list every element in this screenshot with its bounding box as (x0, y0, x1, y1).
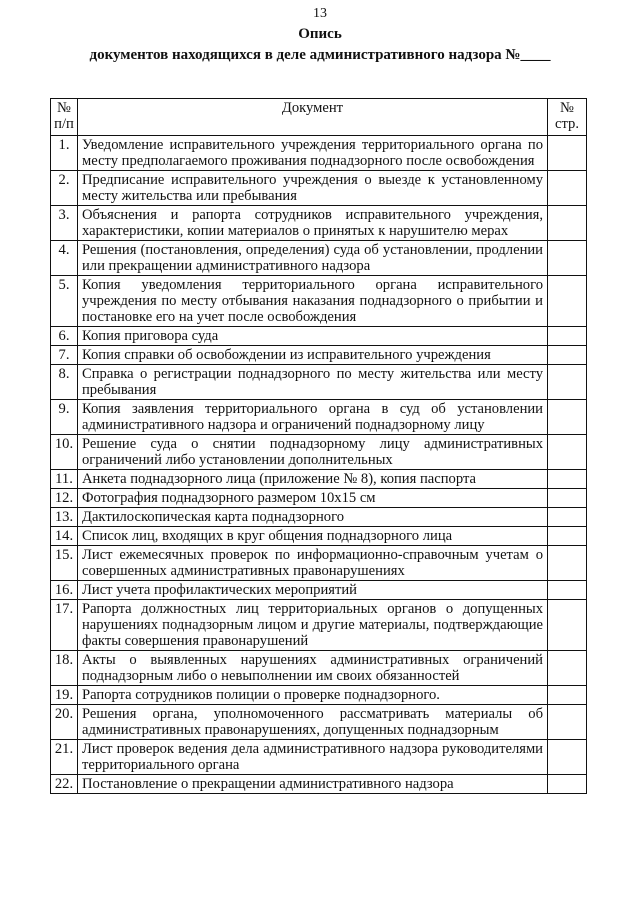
row-document: Рапорта сотрудников полиции о проверке поднадзорного. (78, 686, 548, 705)
row-number: 14. (51, 527, 78, 546)
row-number: 16. (51, 581, 78, 600)
row-page (548, 581, 587, 600)
row-page (548, 527, 587, 546)
row-document: Решения (постановления, определения) суда об установлении, продлении или прекращении административного надзора (78, 241, 548, 276)
row-document: Рапорта должностных лиц территориальных органов о допущенных нарушениях поднадзорным лицом и другие материалы, подтверждающие факты совершения правонарушений (78, 600, 548, 651)
row-page (548, 470, 587, 489)
header-document: Документ (78, 99, 548, 136)
row-number: 2. (51, 171, 78, 206)
row-page (548, 400, 587, 435)
row-number: 19. (51, 686, 78, 705)
table-row (51, 546, 587, 581)
row-page (548, 206, 587, 241)
row-number: 3. (51, 206, 78, 241)
header-number: № п/п (51, 99, 78, 136)
row-number: 18. (51, 651, 78, 686)
table-body (51, 136, 587, 794)
header-page: № стр. (548, 99, 587, 136)
table-header-row (51, 99, 587, 136)
row-number: 7. (51, 346, 78, 365)
row-page (548, 508, 587, 527)
row-page (548, 489, 587, 508)
table-row (51, 581, 587, 600)
row-page (548, 686, 587, 705)
row-number: 20. (51, 705, 78, 740)
row-document: Копия заявления территориального органа в суд об установлении административного надзора и ограничений поднадзорному лицу (78, 400, 548, 435)
table-row (51, 435, 587, 470)
row-page (548, 435, 587, 470)
row-document: Объяснения и рапорта сотрудников исправительного учреждения, характеристики, копии материалов о принятых к нарушителю мерах (78, 206, 548, 241)
table-row (51, 527, 587, 546)
row-document: Предписание исправительного учреждения о выезде к установленному месту жительства или пребывания (78, 171, 548, 206)
row-document: Копия приговора суда (78, 327, 548, 346)
row-number: 10. (51, 435, 78, 470)
row-number: 17. (51, 600, 78, 651)
table-row (51, 365, 587, 400)
row-page (548, 136, 587, 171)
row-number: 15. (51, 546, 78, 581)
table-row (51, 508, 587, 527)
table-row (51, 470, 587, 489)
row-page (548, 705, 587, 740)
table-row (51, 740, 587, 775)
row-document: Лист учета профилактических мероприятий (78, 581, 548, 600)
row-number: 4. (51, 241, 78, 276)
table-row (51, 136, 587, 171)
row-document: Копия справки об освобождении из исправительного учреждения (78, 346, 548, 365)
row-document: Список лиц, входящих в круг общения поднадзорного лица (78, 527, 548, 546)
table-row (51, 651, 587, 686)
row-document: Решение суда о снятии поднадзорному лицу административных ограничений либо установлении дополнительных (78, 435, 548, 470)
row-document: Постановление о прекращении административного надзора (78, 775, 548, 794)
table-row (51, 686, 587, 705)
row-document: Анкета поднадзорного лица (приложение № 8), копия паспорта (78, 470, 548, 489)
table-row (51, 171, 587, 206)
table-row (51, 346, 587, 365)
row-page (548, 365, 587, 400)
row-number: 12. (51, 489, 78, 508)
row-page (548, 740, 587, 775)
row-page (548, 241, 587, 276)
row-page (548, 651, 587, 686)
row-document: Решения органа, уполномоченного рассматривать материалы об административных правонарушениях, допущенных поднадзорным (78, 705, 548, 740)
row-number: 11. (51, 470, 78, 489)
row-page (548, 346, 587, 365)
document-title: Опись (298, 26, 342, 42)
table-row (51, 327, 587, 346)
row-document: Лист ежемесячных проверок по информационно-справочным учетам о совершенных административных правонарушениях (78, 546, 548, 581)
row-page (548, 775, 587, 794)
row-page (548, 327, 587, 346)
table-row (51, 775, 587, 794)
table-row (51, 400, 587, 435)
table-row (51, 600, 587, 651)
row-document: Фотография поднадзорного размером 10х15 см (78, 489, 548, 508)
row-number: 22. (51, 775, 78, 794)
row-page (548, 600, 587, 651)
table-row (51, 241, 587, 276)
row-document: Дактилоскопическая карта поднадзорного (78, 508, 548, 527)
inventory-table (50, 98, 587, 794)
row-number: 1. (51, 136, 78, 171)
row-page (548, 276, 587, 327)
row-document: Копия уведомления территориального органа исправительного учреждения по месту отбывания наказания поднадзорного о прибытии и постановке его на учет после освобождения (78, 276, 548, 327)
table-row (51, 276, 587, 327)
row-document: Справка о регистрации поднадзорного по месту жительства или месту пребывания (78, 365, 548, 400)
document-subtitle: документов находящихся в деле административного надзора №____ (89, 47, 551, 63)
row-page (548, 171, 587, 206)
table-row (51, 489, 587, 508)
row-document: Уведомление исправительного учреждения территориального органа по месту предполагаемого проживания поднадзорного после освобождения (78, 136, 548, 171)
row-number: 8. (51, 365, 78, 400)
row-number: 13. (51, 508, 78, 527)
table-row (51, 206, 587, 241)
table-row (51, 705, 587, 740)
row-number: 6. (51, 327, 78, 346)
row-document: Акты о выявленных нарушениях административных ограничений поднадзорным либо о невыполнении им своих обязанностей (78, 651, 548, 686)
row-number: 9. (51, 400, 78, 435)
row-page (548, 546, 587, 581)
row-number: 5. (51, 276, 78, 327)
row-document: Лист проверок ведения дела административного надзора руководителями территориального органа (78, 740, 548, 775)
page-number: 13 (313, 6, 327, 21)
row-number: 21. (51, 740, 78, 775)
